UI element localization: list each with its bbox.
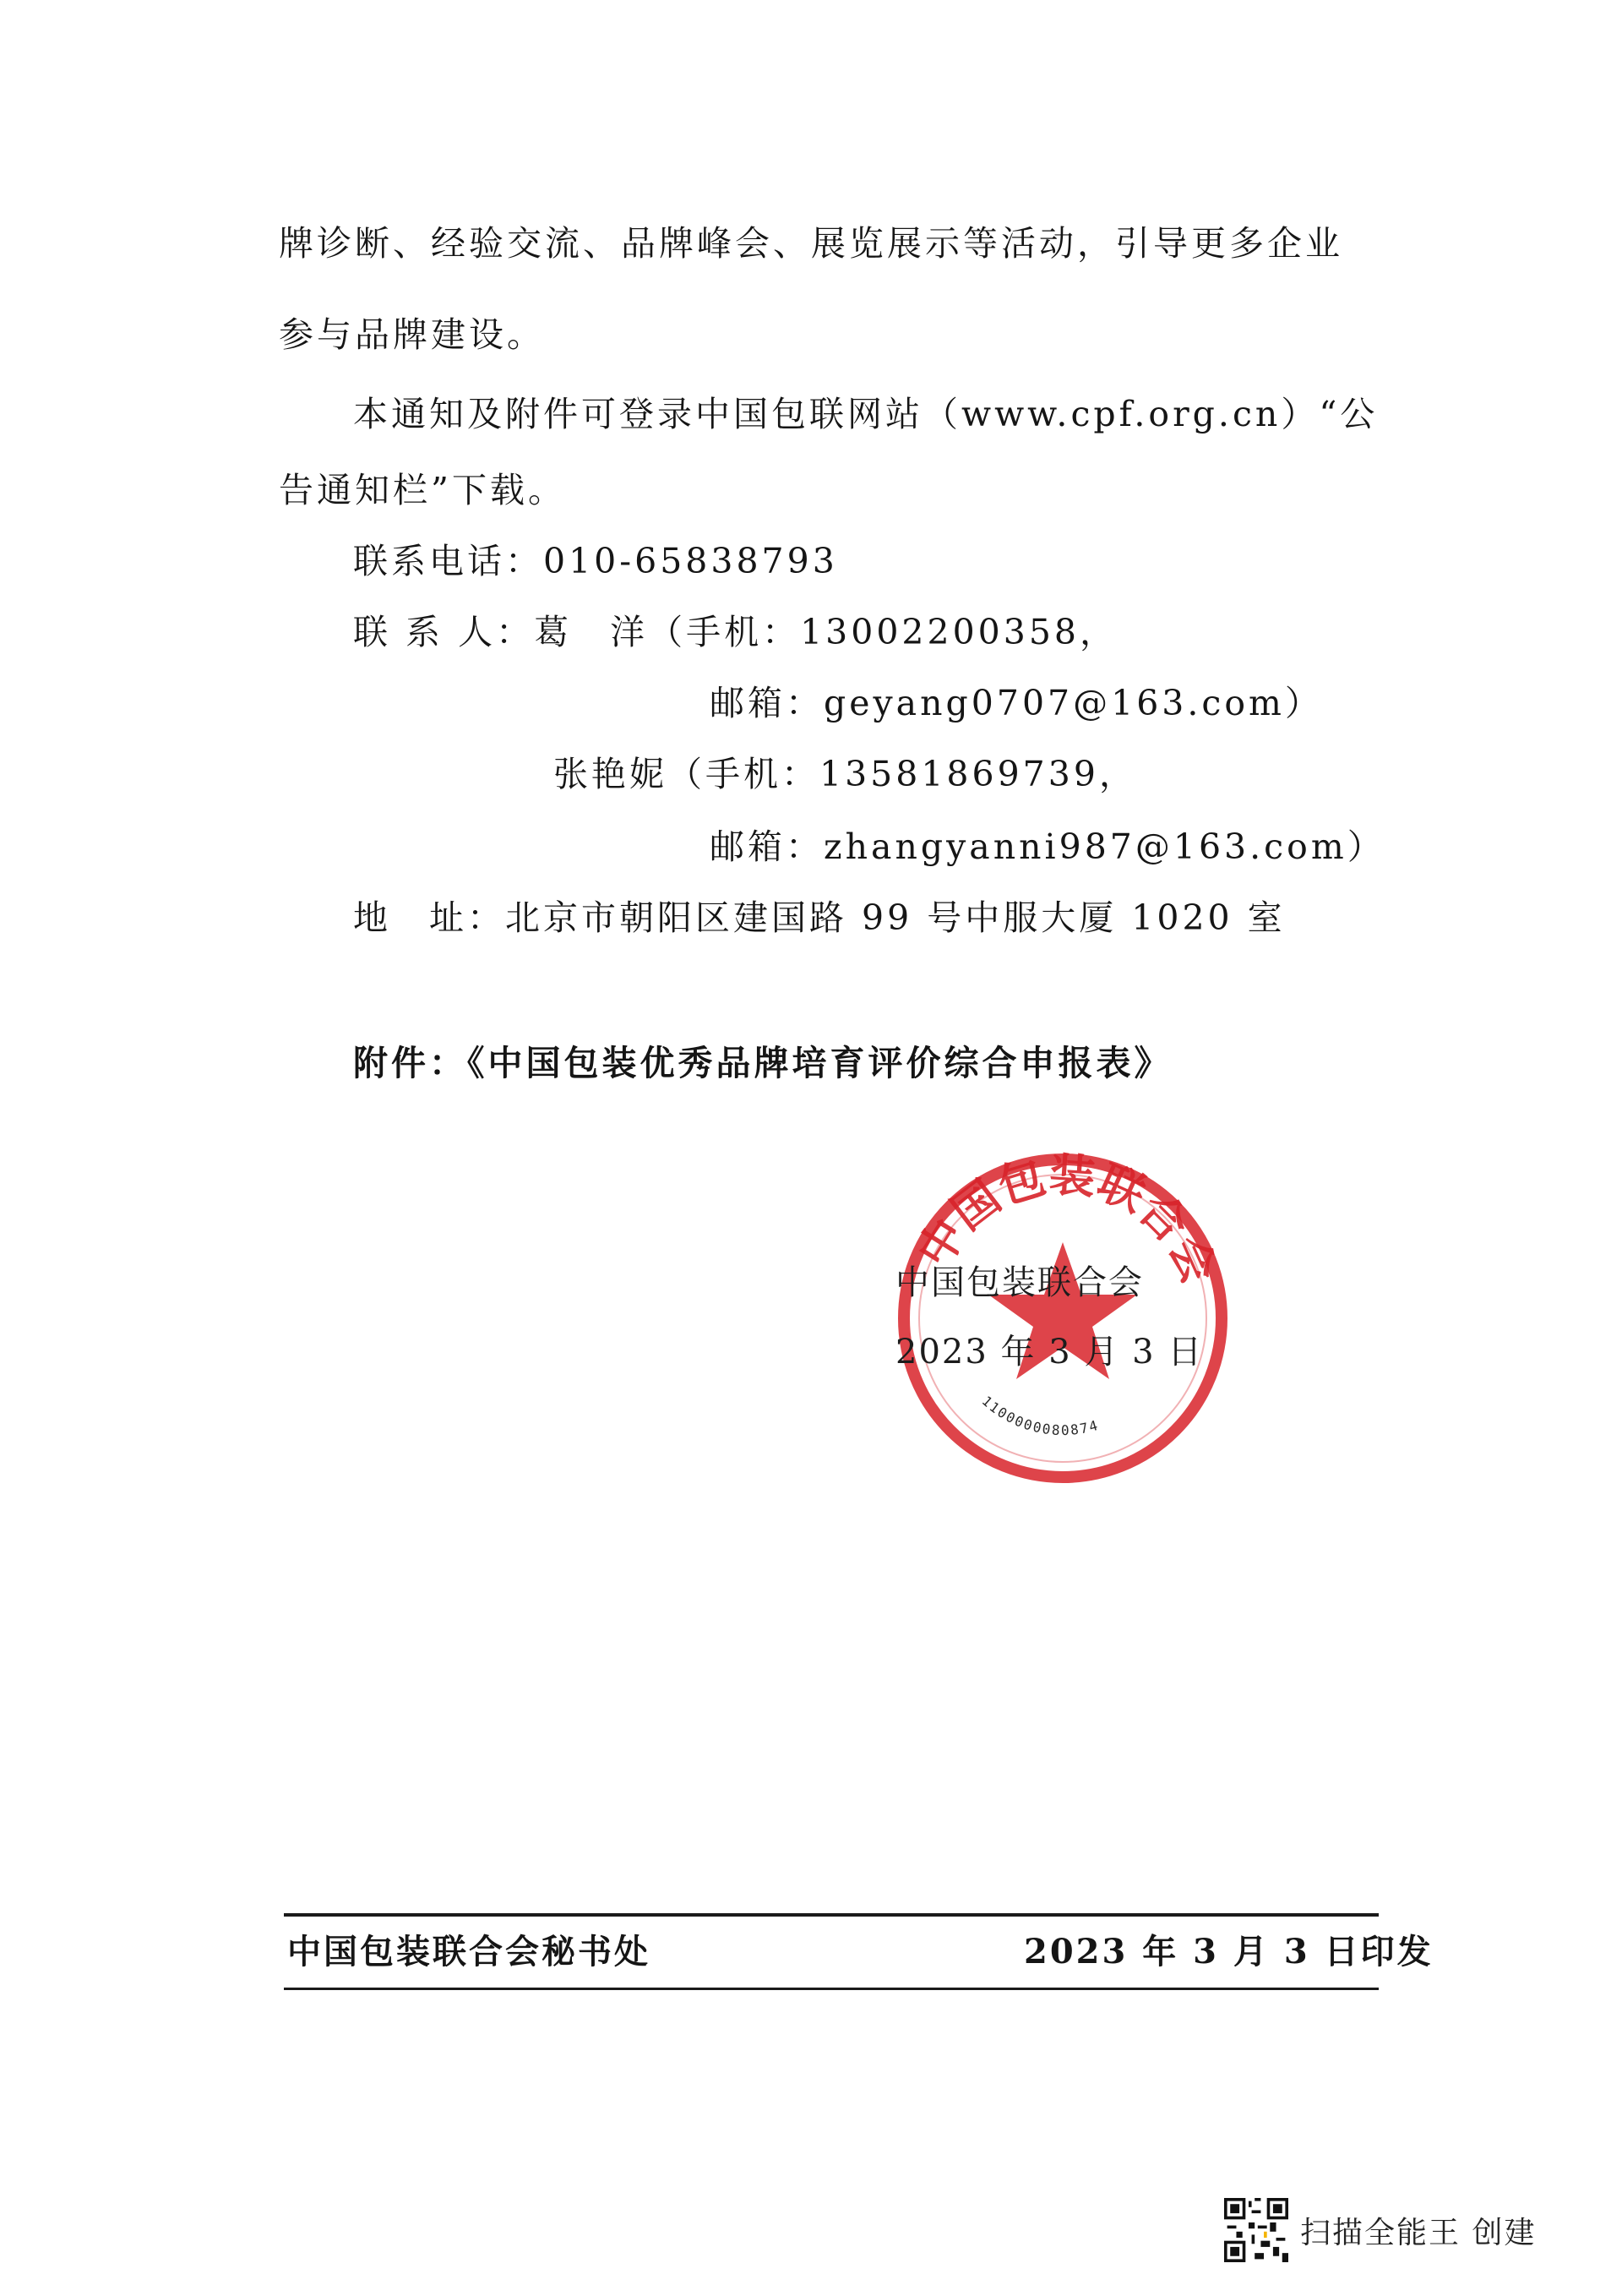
scanner-watermark-label: 扫描全能王 创建: [1300, 2215, 1537, 2250]
contact-person-2-email: 邮箱：zhangyanni987@163.com）: [710, 826, 1385, 867]
body-paragraph-2-line-1: 本通知及附件可登录中国包联网站（www.cpf.org.cn）“公: [353, 394, 1379, 434]
footer-top-rule: [284, 1913, 1379, 1917]
scanner-watermark: [1224, 2198, 1536, 2262]
footer-issuer: 中国包装联合会秘书处: [287, 1932, 650, 1972]
signature-org: 中国包装联合会: [895, 1263, 1144, 1302]
seal-ring-text: 中国包装联合会: [906, 1149, 1227, 1292]
qr-code-icon: [1224, 2198, 1288, 2262]
contact-person-1-email: 邮箱：geyang0707@163.com）: [710, 683, 1323, 723]
contact-person-1: 联 系 人：葛 洋（手机：13002200358，: [353, 612, 1119, 652]
attachment-line: 附件：《中国包装优秀品牌培育评价综合申报表》: [353, 1043, 1173, 1083]
official-seal: [894, 1149, 1232, 1487]
seal-serial: 1100000080874: [978, 1393, 1102, 1439]
contact-address: 地 址：北京市朝阳区建国路 99 号中服大厦 1020 室: [353, 897, 1286, 938]
footer-issue-date: 2023 年 3 月 3 日印发: [1024, 1932, 1434, 1972]
contact-person-2: 张艳妮（手机：13581869739，: [553, 754, 1137, 794]
contact-phone: 联系电话：010-65838793: [353, 541, 838, 581]
footer-bottom-rule: [284, 1988, 1379, 1990]
body-paragraph-2-line-2: 告通知栏”下载。: [279, 470, 566, 510]
body-paragraph-1-line-2: 参与品牌建设。: [279, 314, 545, 355]
signature-date: 2023 年 3 月 3 日: [895, 1333, 1204, 1372]
body-paragraph-1-line-1: 牌诊断、经验交流、品牌峰会、展览展示等活动，引导更多企业: [279, 223, 1343, 264]
